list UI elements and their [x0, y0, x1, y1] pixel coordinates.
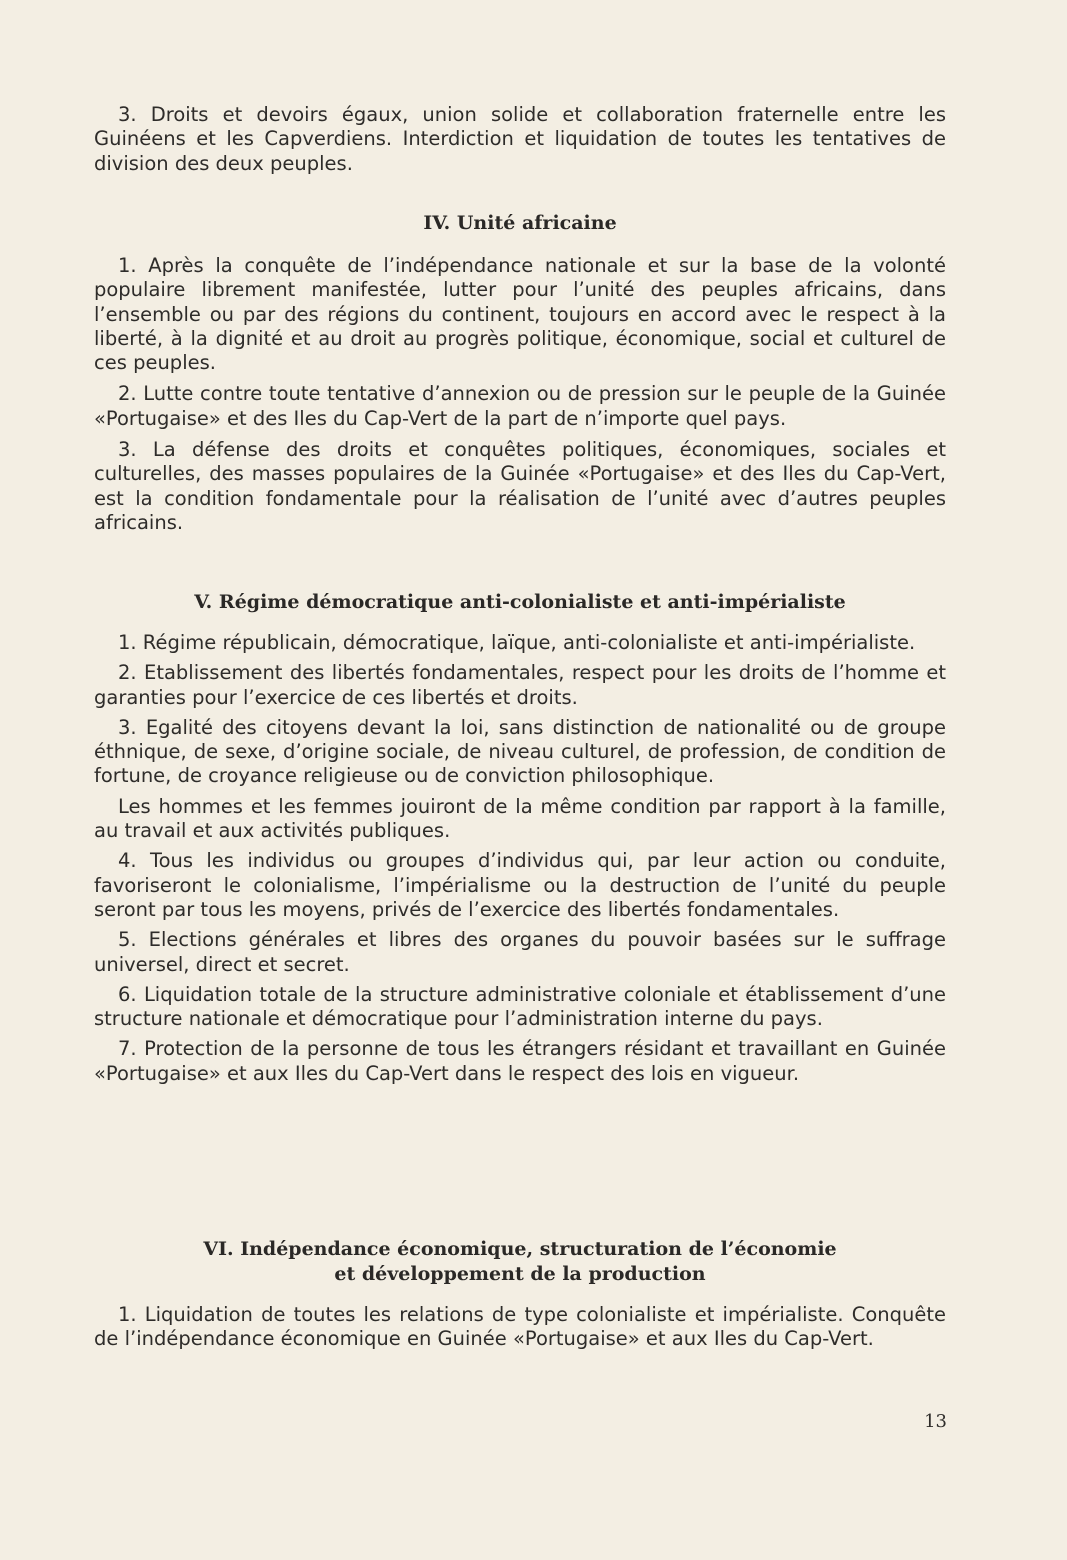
- section-iv-heading: IV. Unité africaine: [423, 212, 617, 234]
- section-vi-heading: [94, 1237, 946, 1286]
- section-v-paragraph-2: 2. Etablissement des libertés fondamentales, respect pour les droits de l’homme et garanties pour l’exercice de ces libertés et droits.: [94, 661, 946, 709]
- section-v-paragraph-5: 5. Elections générales et libres des organes du pouvoir basées sur le suffrage universel, direct et secret.: [94, 928, 946, 976]
- section-vi-paragraph-1: 1. Liquidation de toutes les relations de type colonialiste et impérialiste. Conquête de l’indépendance économique en Guinée «Portugaise» et aux Iles du Cap-Vert.: [94, 1303, 946, 1351]
- section-iv-paragraph-2: 2. Lutte contre toute tentative d’annexion ou de pression sur le peuple de la Guinée «Portugaise» et des Iles du Cap-Vert de la part de n’importe quel pays.: [94, 382, 946, 430]
- section-v-body: [94, 631, 946, 1086]
- section-iv-paragraph-1: 1. Après la conquête de l’indépendance nationale et sur la base de la volonté populaire librement manifestée, lutter pour l’unité des peuples africains, dans l’ensemble ou par des régions du continent, toujours en accord avec le respect à la liberté, à la dignité et au droit au progrès politique, économique, social et culturel de ces peuples.: [94, 254, 946, 375]
- intro-block: [94, 103, 946, 176]
- section-iv-body: [94, 254, 946, 535]
- section-iv-paragraph-3: 3. La défense des droits et conquêtes politiques, économiques, sociales et culturelles, des masses populaires de la Guinée «Portugaise» et des Iles du Cap-Vert, est la condition fondamentale pour la réalisation de l’unité avec d’autres peuples africains.: [94, 438, 946, 534]
- section-v-paragraph-3: 3. Egalité des citoyens devant la loi, sans distinction de nationalité ou de groupe éthnique, de sexe, d’origine sociale, de niveau culturel, de profession, de condition de fortune, de croyance religieuse ou de conviction philosophique.: [94, 715, 946, 788]
- section-vi-heading-line-1: VI. Indépendance économique, structuration de l’économie: [203, 1238, 837, 1260]
- section-v-paragraph-6: 6. Liquidation totale de la structure administrative coloniale et établissement d’une structure nationale et démocratique pour l’administration interne du pays.: [94, 982, 946, 1031]
- section-v-paragraph-4: 4. Tous les individus ou groupes d’individus qui, par leur action ou conduite, favoriseront le colonialisme, l’impérialisme ou la destruction de l’unité du peuple seront par tous les moyens, privés de l’exercice des libertés fondamentales.: [94, 849, 946, 921]
- section-v-paragraph-3b: Les hommes et les femmes jouiront de la même condition par rapport à la famille, au travail et aux activités publiques.: [94, 794, 946, 843]
- section-v-paragraph-1: 1. Régime républicain, démocratique, laïque, anti-colonialiste et anti-impérialiste.: [118, 631, 916, 654]
- section-v-paragraph-7: 7. Protection de la personne de tous les étrangers résidant et travaillant en Guinée «Portugaise» et aux Iles du Cap-Vert dans le respect des lois en vigueur.: [94, 1037, 946, 1085]
- intro-paragraph: 3. Droits et devoirs égaux, union solide et collaboration fraternelle entre les Guinéens et les Capverdiens. Interdiction et liquidation de toutes les tentatives de division des deux peuples.: [94, 103, 946, 175]
- section-v-heading: V. Régime démocratique anti-colonialiste et anti-impérialiste: [194, 591, 846, 613]
- section-vi-heading-line-2: et développement de la production: [334, 1262, 706, 1285]
- page-number: 13: [924, 1411, 947, 1432]
- section-vi-body: [94, 1303, 946, 1352]
